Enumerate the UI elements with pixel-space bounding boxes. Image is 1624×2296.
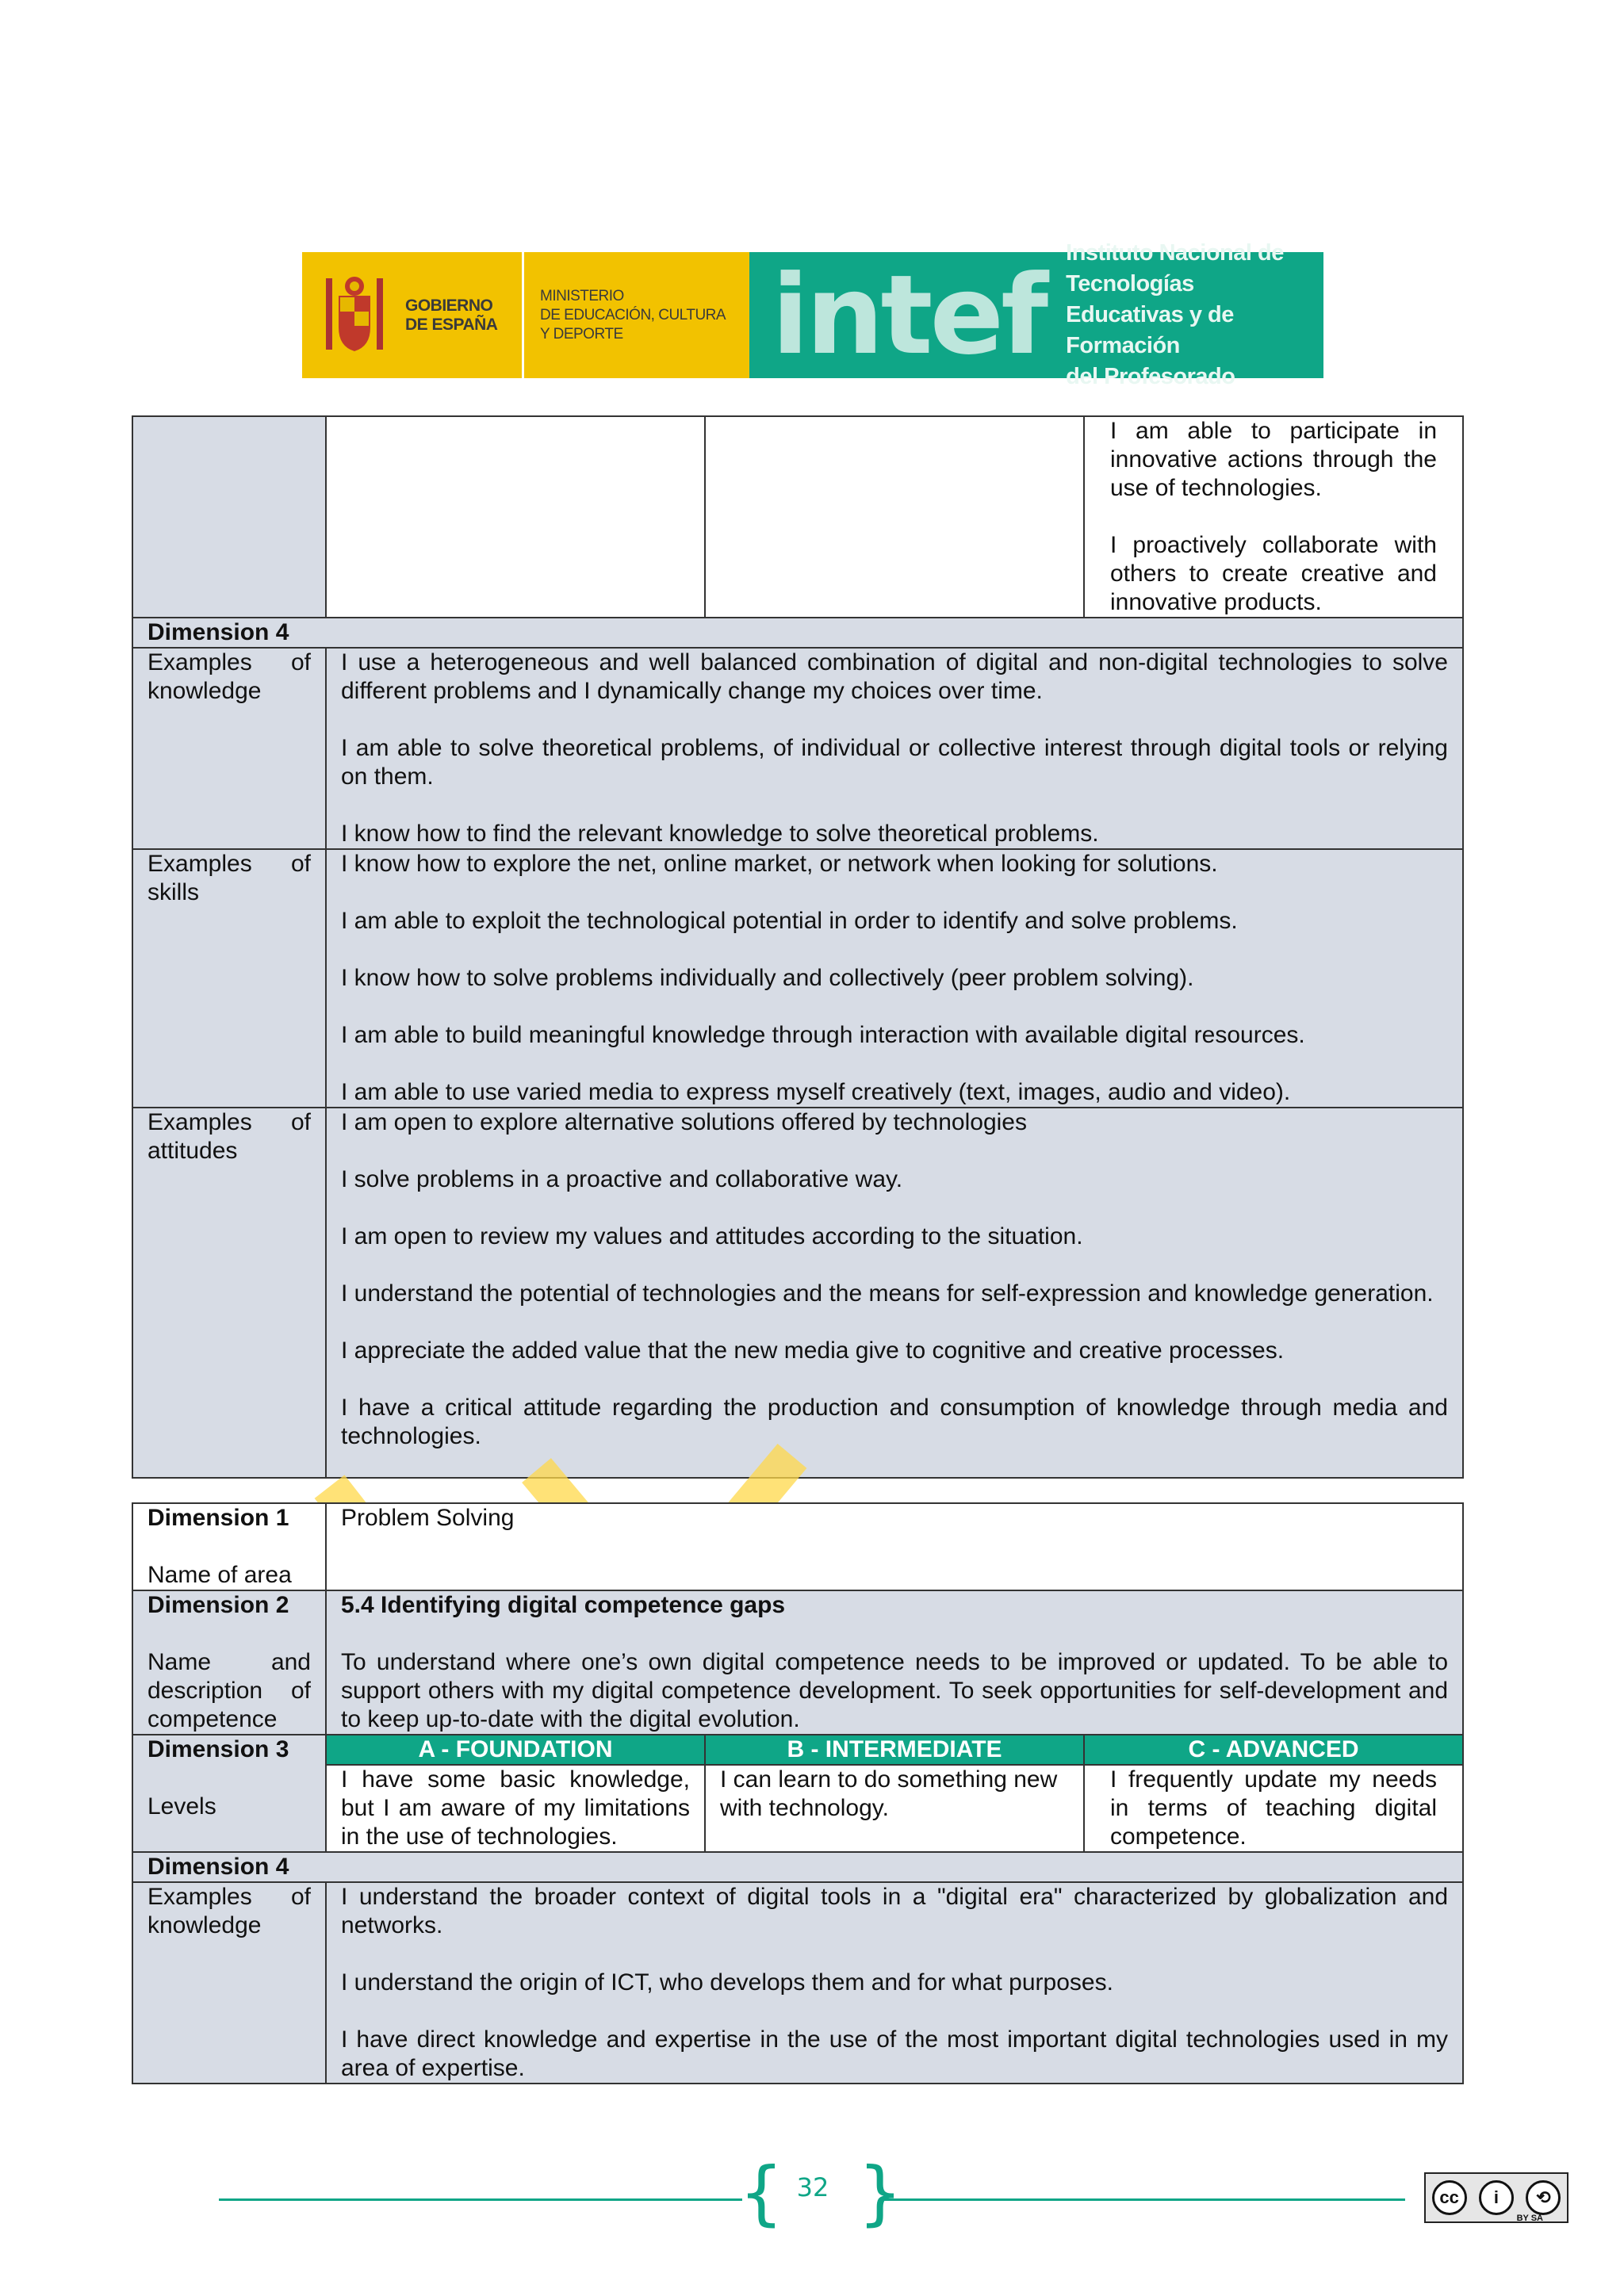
skills-text: I know how to solve problems individually and collectively (peer problem solving). [341,965,1194,991]
ministerio-logo [524,252,749,378]
dimension-2-label: Dimension 2 [147,1592,289,1618]
level-b-header: B - INTERMEDIATE [705,1735,1084,1765]
knowledge-cell [326,648,1463,849]
knowledge-text: I use a heterogeneous and well balanced combination of digital and non-digital technologies to solve different problems and I dynamically change my choices over time. [341,649,1448,704]
empty-cell [132,416,326,618]
intef-wordmark: intef [772,251,1046,379]
knowledge-label: Examples of knowledge [132,648,326,849]
level-a-header: A - FOUNDATION [326,1735,705,1765]
dimension-4-label: Dimension 4 [132,618,1463,648]
footer-line-left [219,2198,742,2201]
knowledge-cell [326,1882,1463,2084]
page-number: 32 [796,2172,829,2202]
share-alike-icon: ⟲ [1526,2180,1561,2215]
dimension-3-label: Dimension 3 [147,1736,289,1762]
skills-text: I am able to exploit the technological potential in order to identify and solve problems. [341,908,1238,934]
skills-label: Examples of skills [132,849,326,1108]
intef-description: Instituto Nacional de Tecnologías Educativas y de Formación del Profesorado [1066,240,1284,389]
cc-icon: cc [1432,2180,1467,2215]
table-row [132,849,1463,1108]
level-a-text: I have some basic knowledge, but I am aware of my limitations in the use of technologies. [326,1765,705,1852]
competence-table-5-4 [132,1502,1464,2084]
area-name-label: Name of area [147,1562,292,1588]
table-row [132,1735,1463,1765]
empty-cell [326,416,705,618]
gobierno-text: GOBIERNO DE ESPAÑA [405,296,498,334]
right-brace-icon: } [858,2152,902,2233]
dimension-2-cell [132,1590,326,1735]
skills-text: I know how to explore the net, online market, or network when looking for solutions. [341,851,1218,877]
knowledge-label: Examples of knowledge [132,1882,326,2084]
area-name-value: Problem Solving [326,1503,1463,1590]
table-row [132,1882,1463,2084]
knowledge-text: I have direct knowledge and expertise in the use of the most important digital technologies used in my area of expertise. [341,2026,1449,2081]
competence-description: To understand where one’s own digital competence needs to be improved or updated. To be able to support others with my digital competence development. To seek opportunities for self-development and to keep up-to-date with the digital evolution. [341,1649,1449,1732]
table-row [132,618,1463,648]
competence-description-label: Name and description of competence [147,1649,311,1732]
level-c-text: I frequently update my needs in terms of teaching digital competence. [1084,1765,1463,1852]
dimension-1-cell [132,1503,326,1590]
attitudes-text: I understand the potential of technologies and the means for self-expression and knowledge generation. [341,1280,1434,1307]
license-label: BY SA [1516,2214,1543,2223]
table-row [132,1765,1463,1852]
table-row [132,1108,1463,1478]
skills-text: I am able to use varied media to express myself creatively (text, images, audio and video). [341,1079,1291,1105]
skills-cell [326,849,1463,1108]
dimension-1-label: Dimension 1 [147,1505,289,1531]
creative-commons-license-badge [1424,2172,1568,2223]
attitudes-text: I have a critical attitude regarding the production and consumption of knowledge through media and technologies. [341,1395,1448,1449]
table-row [132,1503,1463,1590]
footer-line-right [879,2198,1405,2201]
ministerio-text: MINISTERIO DE EDUCACIÓN, CULTURA Y DEPORTE [540,287,726,342]
dimension-3-cell [132,1735,326,1852]
competence-table-continued [132,415,1464,1479]
advanced-level-cell [1084,416,1463,618]
skills-text: I am able to build meaningful knowledge through interaction with available digital resources. [341,1022,1305,1048]
advanced-text: I proactively collaborate with others to create creative and innovative products. [1110,532,1437,615]
advanced-text: I am able to participate in innovative actions through the use of technologies. [1110,418,1437,501]
attitudes-label: Examples of attitudes [132,1108,326,1478]
table-row [132,1590,1463,1735]
intef-logo [749,240,1323,389]
attitudes-text: I am open to review my values and attitudes according to the situation. [341,1223,1083,1249]
attitudes-text: I solve problems in a proactive and collaborative way. [341,1166,903,1192]
levels-label: Levels [147,1793,216,1820]
attitudes-text: I appreciate the added value that the new media give to cognitive and creative processes. [341,1337,1285,1364]
header-logo-band [302,240,1323,389]
knowledge-text: I know how to find the relevant knowledge to solve theoretical problems. [341,821,1099,847]
attribution-icon: i [1479,2180,1514,2215]
knowledge-text: I understand the broader context of digital tools in a "digital era" characterized by globalization and networks. [341,1884,1449,1938]
empty-cell [705,416,1084,618]
table-row [132,1852,1463,1882]
dimension-4-label: Dimension 4 [132,1852,1463,1882]
knowledge-text: I am able to solve theoretical problems, of individual or collective interest through digital tools or relying on them. [341,735,1448,790]
gobierno-logo [302,252,524,378]
level-b-text: I can learn to do something new with technology. [705,1765,1084,1852]
competence-cell [326,1590,1463,1735]
table-row [132,648,1463,849]
attitudes-text: I am open to explore alternative solutions offered by technologies [341,1109,1027,1135]
table-row [132,416,1463,618]
coat-of-arms-icon [321,272,388,359]
attitudes-cell [326,1108,1463,1478]
left-brace-icon: { [739,2152,783,2233]
knowledge-text: I understand the origin of ICT, who develops them and for what purposes. [341,1969,1113,1996]
level-c-header: C - ADVANCED [1084,1735,1463,1765]
competence-title: 5.4 Identifying digital competence gaps [341,1592,786,1618]
